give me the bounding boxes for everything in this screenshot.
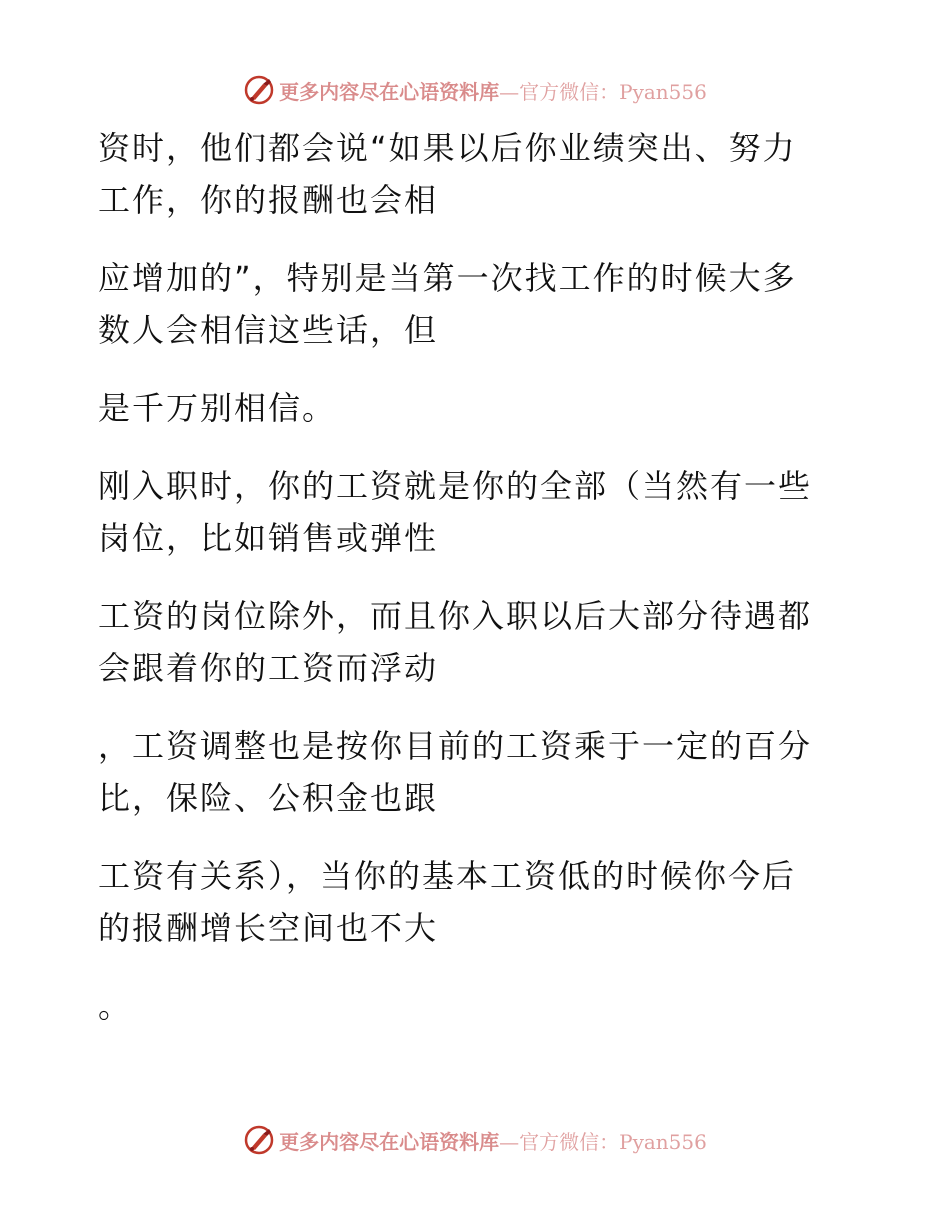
body-text <box>98 122 838 1058</box>
paragraph <box>98 850 838 954</box>
watermark-sub: 官方微信：Pyan556 <box>519 1129 707 1154</box>
paragraph <box>98 252 838 356</box>
watermark-main: 更多内容尽在心语资料库 <box>279 79 500 104</box>
text-line: 刚入职时，你的工资就是你的全部（当然有一些 <box>98 467 813 505</box>
text-line: 应增加的”，特别是当第一次找工作的时候大多 <box>98 259 797 297</box>
text-line: 比，保险、公积金也跟 <box>98 779 439 817</box>
watermark-sep: — <box>499 1129 520 1154</box>
paragraph <box>98 460 838 564</box>
text-line: 工资有关系），当你的基本工资低的时候你今后 <box>98 857 797 895</box>
watermark-text <box>279 76 707 105</box>
watermark-sub: 官方微信：Pyan556 <box>519 79 707 104</box>
pen-logo-icon <box>243 74 275 106</box>
text-line: 工资的岗位除外，而且你入职以后大部分待遇都 <box>98 597 813 635</box>
paragraph <box>98 720 838 824</box>
text-line: 数人会相信这些话，但 <box>98 311 439 349</box>
watermark-text <box>279 1126 707 1155</box>
pen-logo-icon <box>243 1124 275 1156</box>
watermark-main: 更多内容尽在心语资料库 <box>279 1129 500 1154</box>
paragraph <box>98 590 838 694</box>
header-watermark <box>0 70 950 110</box>
footer-watermark <box>0 1120 950 1160</box>
paragraph <box>98 382 838 434</box>
watermark-sep: — <box>499 79 520 104</box>
text-line: ，工资调整也是按你目前的工资乘于一定的百分 <box>98 727 813 765</box>
text-line: 的报酬增长空间也不大 <box>98 909 439 947</box>
text-line: 工作，你的报酬也会相 <box>98 181 439 219</box>
paragraph <box>98 980 838 1032</box>
text-line: 岗位，比如销售或弹性 <box>98 519 439 557</box>
text-line: 是千万别相信。 <box>98 389 337 427</box>
text-line: 资时，他们都会说“如果以后你业绩突出、努力 <box>98 129 797 167</box>
paragraph <box>98 122 838 226</box>
text-line: 。 <box>98 987 133 1025</box>
text-line: 会跟着你的工资而浮动 <box>98 649 439 687</box>
